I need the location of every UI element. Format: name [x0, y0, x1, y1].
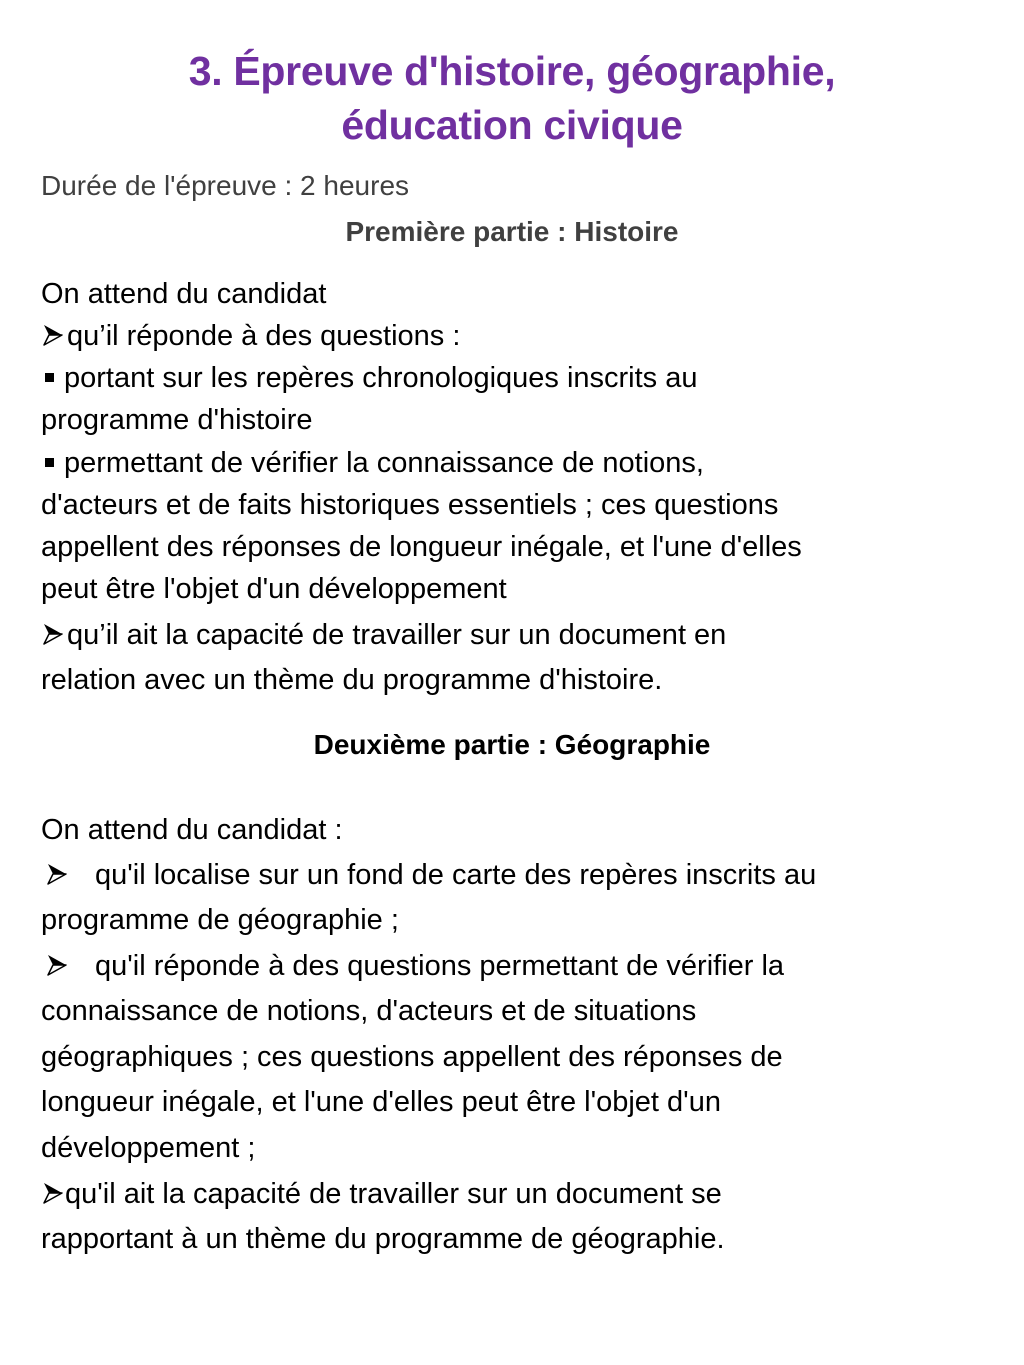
geographie-bullet-2-line-4: longueur inégale, et l'une d'elles peut être l'objet d'un [41, 1086, 721, 1118]
title-line-1: 3. Épreuve d'histoire, géographie, [188, 48, 836, 94]
histoire-subbullet-1-line-1: portant sur les repères chronologiques inscrits au [64, 362, 698, 394]
geographie-bullet-2-line-5: développement ; [41, 1132, 256, 1164]
histoire-bullet-1-text: qu’il réponde à des questions : [67, 320, 461, 352]
geographie-bullet-2-line-2: connaissance de notions, d'acteurs et de situations [41, 995, 697, 1027]
geographie-bullet-1 [41, 855, 816, 895]
arrowhead-bullet-icon [41, 321, 65, 349]
histoire-bullet-2 [41, 615, 726, 655]
histoire-subbullet-2-line-3: appellent des réponses de longueur inégale, et l'une d'elles [41, 531, 802, 563]
title-line-2: éducation civique [341, 102, 683, 148]
arrowhead-bullet-icon [41, 620, 65, 648]
histoire-bullet-1 [41, 316, 460, 356]
geographie-bullet-3-line-1: qu'il ait la capacité de travailler sur un document se [65, 1178, 722, 1210]
histoire-subbullet-2-line-4: peut être l'objet d'un développement [41, 573, 507, 605]
section-heading-histoire: Première partie : Histoire [345, 216, 679, 247]
arrowhead-bullet-icon [45, 860, 69, 888]
arrowhead-bullet-icon [41, 1179, 65, 1207]
histoire-subbullet-2 [41, 443, 704, 483]
histoire-intro: On attend du candidat [41, 278, 327, 310]
page-title [40, 44, 984, 152]
geographie-bullet-2 [41, 946, 784, 986]
square-bullet-icon [45, 458, 54, 467]
section-heading-geographie: Deuxième partie : Géographie [313, 729, 711, 760]
geographie-bullet-1-line-2: programme de géographie ; [41, 904, 399, 936]
geographie-bullet-2-line-1: qu'il réponde à des questions permettant de vérifier la [95, 950, 785, 982]
histoire-subbullet-1 [41, 358, 698, 398]
histoire-bullet-2-line-1: qu’il ait la capacité de travailler sur un document en [67, 619, 727, 651]
geographie-bullet-3 [41, 1174, 722, 1214]
exam-duration: Durée de l'épreuve : 2 heures [41, 170, 410, 201]
geographie-bullet-3-line-2: rapportant à un thème du programme de géographie. [41, 1223, 725, 1255]
geographie-bullet-2-line-3: géographiques ; ces questions appellent des réponses de [41, 1041, 783, 1073]
square-bullet-icon [45, 373, 54, 382]
geographie-bullet-1-line-1: qu'il localise sur un fond de carte des repères inscrits au [95, 859, 817, 891]
histoire-bullet-2-line-2: relation avec un thème du programme d'histoire. [41, 664, 663, 696]
arrowhead-bullet-icon [45, 951, 69, 979]
geographie-intro: On attend du candidat : [41, 814, 343, 846]
histoire-subbullet-2-line-1: permettant de vérifier la connaissance de notions, [64, 447, 704, 479]
histoire-subbullet-2-line-2: d'acteurs et de faits historiques essentiels ; ces questions [41, 489, 779, 521]
histoire-subbullet-1-line-2: programme d'histoire [41, 404, 313, 436]
